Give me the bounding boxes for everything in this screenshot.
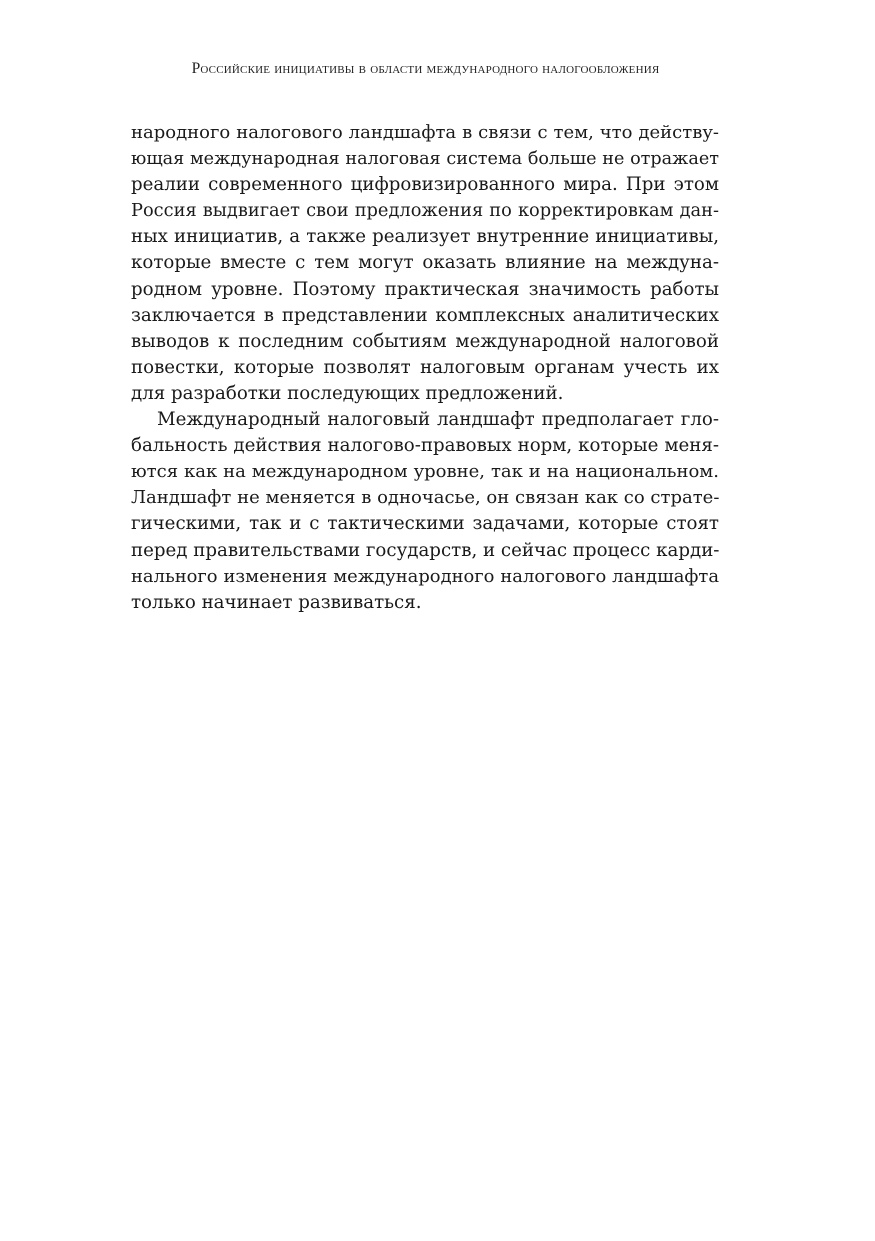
text-line: ются как на международном уровне, так и на национальном. bbox=[131, 461, 719, 483]
text-line: которые вместе с тем могут оказать влияние на междуна- bbox=[131, 252, 719, 274]
body-text bbox=[131, 120, 719, 616]
text-line: Россия выдвигает свои предложения по корректировкам дан- bbox=[131, 200, 719, 222]
running-head: Российские инициативы в области международного налогообложения bbox=[191, 60, 660, 77]
text-line: Международный налоговый ландшафт предполагает гло- bbox=[157, 409, 719, 431]
paragraph-2 bbox=[131, 407, 719, 616]
text-line: гическими, так и с тактическими задачами, которые стоят bbox=[131, 513, 719, 535]
paragraph-1 bbox=[131, 120, 719, 407]
text-line: выводов к последним событиям международной налоговой bbox=[131, 330, 719, 352]
text-line: для разработки последующих предложений. bbox=[131, 382, 564, 404]
text-line: повестки, которые позволят налоговым органам учесть их bbox=[131, 356, 719, 378]
text-line: только начинает развиваться. bbox=[131, 591, 422, 613]
text-line: ных инициатив, а также реализует внутренние инициативы, bbox=[131, 226, 719, 248]
text-line: бальность действия налогово-правовых норм, которые меня- bbox=[131, 435, 719, 457]
text-line: родном уровне. Поэтому практическая значимость работы bbox=[131, 278, 719, 300]
text-line: заключается в представлении комплексных аналитических bbox=[131, 304, 719, 326]
text-line: перед правительствами государств, и сейчас процесс карди- bbox=[131, 539, 720, 561]
text-line: ющая международная налоговая система больше не отражает bbox=[131, 149, 719, 170]
text-line: реалии современного цифровизированного мира. При этом bbox=[131, 174, 719, 196]
text-line: народного налогового ландшафта в связи с тем, что действу- bbox=[131, 122, 719, 143]
text-line: Ландшафт не меняется в одночасье, он связан как со страте- bbox=[131, 487, 720, 509]
text-line: нального изменения международного налогового ландшафта bbox=[131, 565, 719, 587]
